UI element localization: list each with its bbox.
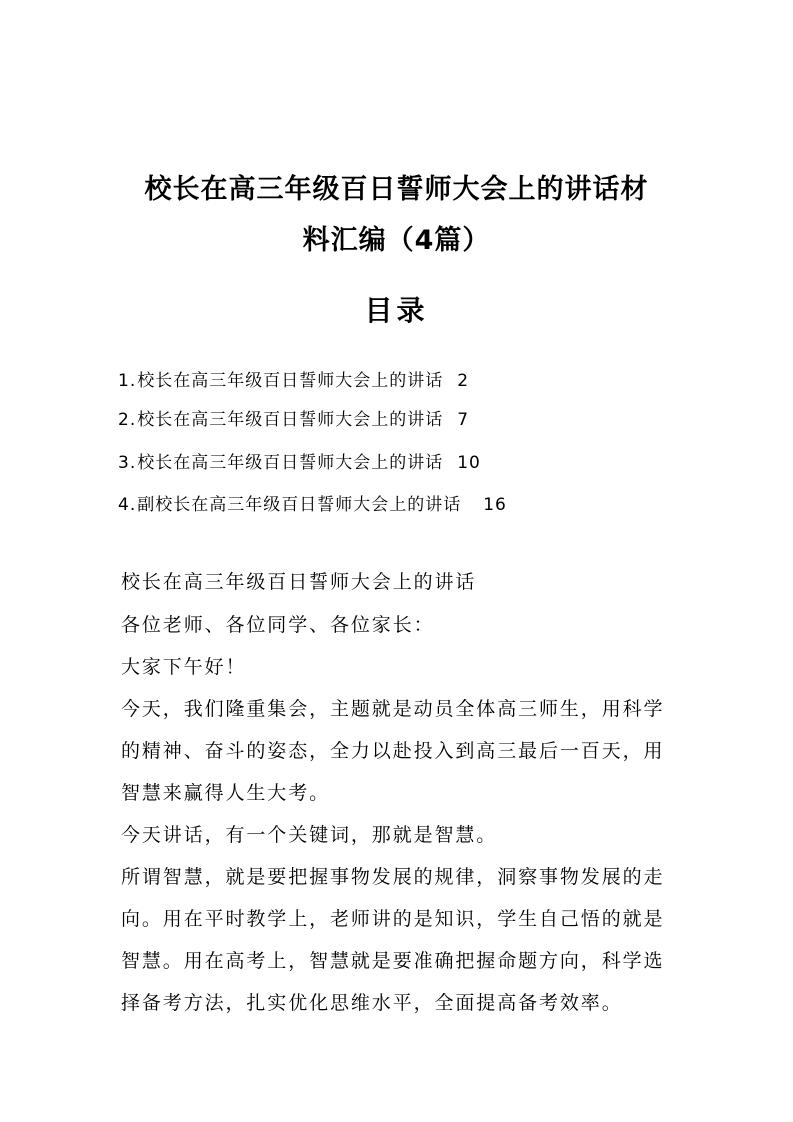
toc-entry-text: 校长在高三年级百日誓师大会上的讲话 bbox=[137, 453, 444, 473]
toc-entry-3[interactable] bbox=[118, 448, 481, 473]
paragraph-3: 所谓智慧，就是要把握事物发展的规律，洞察事物发展的走向。用在平时教学上，老师讲的是知识，学生自己悟的就是智慧。用在高考上，智慧就是要准确把握命题方向，科学选择备考方法，扎实优化思维水平，全面提高备考效率。 bbox=[121, 866, 665, 1014]
document-title-line-2: 料汇编（4篇） bbox=[302, 225, 491, 256]
toc-entry-page: 10 bbox=[457, 453, 481, 473]
toc-entry-2[interactable] bbox=[118, 405, 469, 430]
greeting: 大家下午好！ bbox=[121, 656, 247, 678]
toc-entry-text: 副校长在高三年级百日誓师大会上的讲话 bbox=[137, 495, 462, 515]
salutation: 各位老师、各位同学、各位家长： bbox=[121, 614, 435, 636]
toc-entry-number: 1. bbox=[118, 371, 137, 391]
toc-entry-number: 2. bbox=[118, 410, 137, 430]
toc-entry-1[interactable] bbox=[118, 366, 469, 391]
paragraph-1: 今天，我们隆重集会，主题就是动员全体高三师生，用科学的精神、奋斗的姿态，全力以赴投入到高三最后一百天，用智慧来赢得人生大考。 bbox=[121, 698, 665, 804]
toc-entry-number: 3. bbox=[118, 453, 137, 473]
toc-entry-4[interactable] bbox=[118, 490, 507, 515]
speech-heading: 校长在高三年级百日誓师大会上的讲话 bbox=[121, 571, 477, 593]
paragraph-2: 今天讲话，有一个关键词，那就是智慧。 bbox=[121, 824, 498, 846]
document-title-line-1: 校长在高三年级百日誓师大会上的讲话材 bbox=[144, 174, 649, 205]
toc-entry-text: 校长在高三年级百日誓师大会上的讲话 bbox=[137, 410, 444, 430]
toc-entry-page: 7 bbox=[457, 410, 470, 430]
toc-entry-text: 校长在高三年级百日誓师大会上的讲话 bbox=[137, 371, 444, 391]
toc-heading: 目录 bbox=[364, 294, 429, 327]
toc-entry-page: 16 bbox=[483, 495, 507, 515]
toc-entry-page: 2 bbox=[457, 371, 470, 391]
toc-entry-number: 4. bbox=[118, 495, 137, 515]
